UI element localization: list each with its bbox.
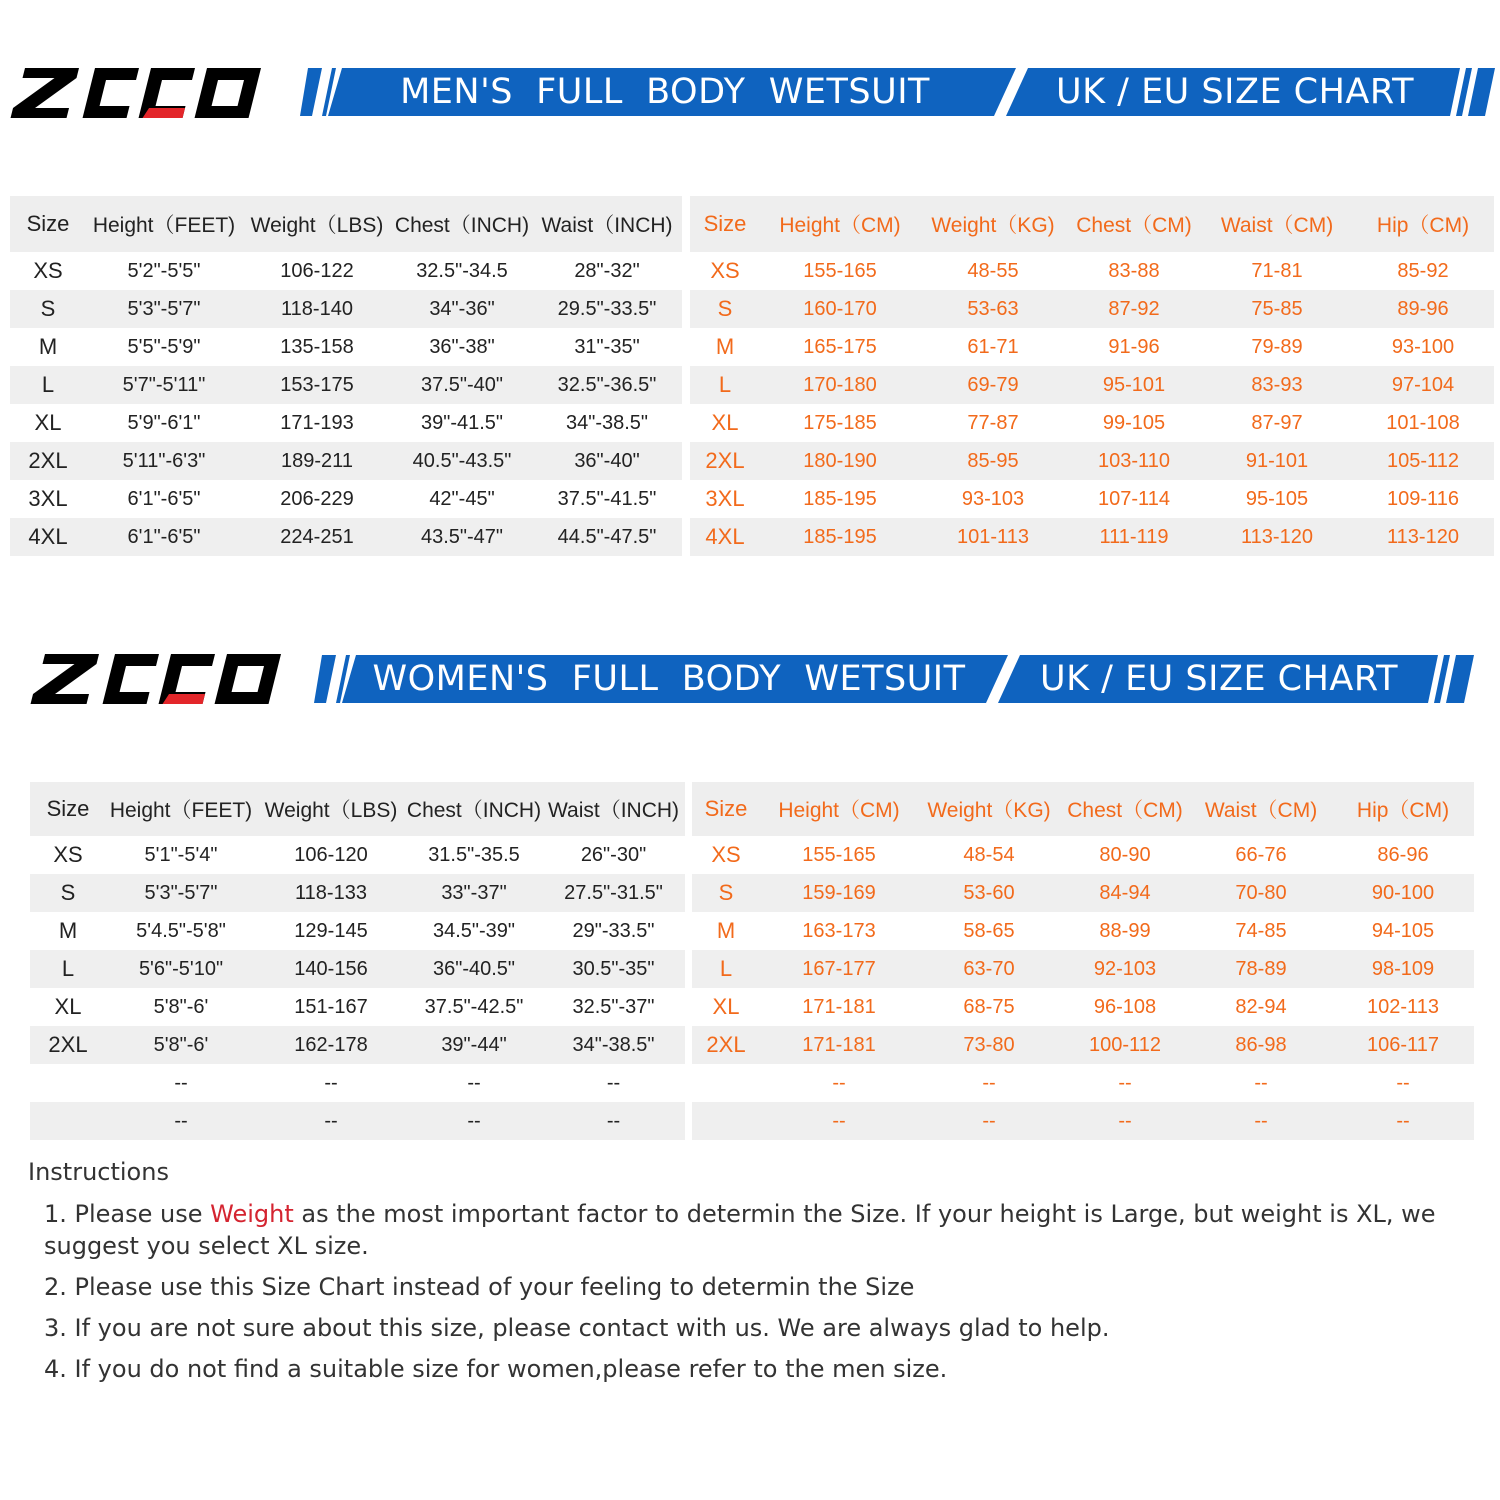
table-cell: --: [1190, 1102, 1332, 1140]
instruction-item-2: 2. Please use this Size Chart instead of your feeling to determin the Size: [44, 1273, 915, 1301]
table-cell: 27.5"-31.5": [542, 874, 685, 912]
table-cell: 6'1"-6'5": [86, 518, 242, 556]
table-cell: 37.5"-40": [392, 366, 532, 404]
table-cell: 189-211: [242, 442, 392, 480]
table-cell: M: [38, 334, 58, 359]
table-cell: 118-133: [256, 874, 406, 912]
table-cell: 36"-38": [429, 335, 495, 358]
instructions-title: Instructions: [28, 1158, 169, 1186]
header-cell: Weight（LBS): [256, 782, 406, 836]
women-section: [0, 590, 1500, 1150]
table-cell: 32.5"-36.5": [532, 366, 682, 404]
header-cell: Size: [10, 196, 86, 252]
table-row: [690, 366, 1494, 404]
table-cell: --: [832, 1071, 846, 1094]
table-cell: 6'1"-6'5": [127, 487, 201, 510]
table-cell: 87-97: [1251, 411, 1303, 434]
table-cell: --: [106, 1102, 256, 1140]
table-cell: 53-60: [918, 874, 1060, 912]
table-row: [30, 1064, 685, 1102]
table-cell: 106-122: [280, 259, 354, 282]
table-cell: 155-165: [802, 843, 876, 866]
table-row: [690, 442, 1494, 480]
table-cell: 70-80: [1190, 874, 1332, 912]
table-cell: 85-92: [1397, 259, 1449, 282]
table-cell: 135-158: [280, 335, 354, 358]
table-cell: 69-79: [920, 366, 1066, 404]
table-cell: 86-98: [1190, 1026, 1332, 1064]
table-cell: --: [1396, 1071, 1410, 1094]
table-cell: --: [982, 1071, 996, 1094]
table-cell: XS: [53, 842, 83, 867]
table-cell: 26"-30": [580, 843, 647, 866]
table-header-row: [690, 196, 1494, 252]
table-cell: 39"-44": [406, 1026, 542, 1064]
table-cell: 94-105: [1371, 919, 1435, 942]
table-cell: 30.5"-35": [542, 950, 685, 988]
table-cell: 95-105: [1245, 487, 1309, 510]
table-cell: --: [1118, 1071, 1132, 1094]
table-cell: --: [542, 1102, 685, 1140]
table-cell: 106-117: [1332, 1026, 1474, 1064]
table-cell: 5'3"-5'7": [86, 290, 242, 328]
table-cell: 88-99: [1099, 919, 1151, 942]
table-cell: 74-85: [1235, 919, 1287, 942]
table-row: [692, 950, 1474, 988]
table-row: [10, 480, 682, 518]
table-cell: 5'4.5"-5'8": [136, 919, 226, 942]
table-cell: 66-76: [1235, 843, 1287, 866]
table-cell: 31.5"-35.5: [428, 843, 520, 866]
table-cell: --: [606, 1071, 621, 1094]
table-cell: 5'1"-5'4": [144, 843, 218, 866]
table-cell: 90-100: [1332, 874, 1474, 912]
table-cell: 37.5"-42.5": [424, 995, 524, 1018]
table-row: [30, 1102, 685, 1140]
table-row: [30, 988, 685, 1026]
table-cell: 82-94: [1235, 995, 1287, 1018]
header-cell: Height（CM): [760, 782, 918, 836]
table-cell: 2XL: [30, 1026, 106, 1064]
table-header-row: [30, 782, 685, 836]
table-row: [690, 328, 1494, 366]
table-cell: 83-88: [1108, 259, 1160, 282]
table-cell: L: [10, 366, 86, 404]
table-cell: 151-167: [294, 995, 368, 1018]
table-cell: 79-89: [1251, 335, 1303, 358]
table-cell: 32.5"-37": [572, 995, 655, 1018]
table-cell: 34"-38.5": [542, 1026, 685, 1064]
table-cell: --: [1060, 1102, 1190, 1140]
table-cell: 3XL: [705, 486, 745, 511]
header-cell: Height（FEET): [106, 782, 256, 836]
table-row: [10, 518, 682, 556]
table-cell: 98-109: [1332, 950, 1474, 988]
women-banner: [314, 655, 1474, 703]
table-cell: 87-92: [1066, 290, 1202, 328]
header-cell: Size: [692, 782, 760, 836]
table-cell: 5'2"-5'5": [127, 259, 201, 282]
table-cell: 71-81: [1251, 259, 1303, 282]
table-cell: 4XL: [690, 518, 760, 556]
table-cell: --: [918, 1102, 1060, 1140]
header-cell: Waist（INCH): [542, 782, 685, 836]
header-cell: Waist（CM): [1202, 196, 1352, 252]
men-banner: [300, 68, 1495, 116]
table-row: [692, 912, 1474, 950]
table-cell: 107-114: [1098, 487, 1170, 510]
table-cell: 93-103: [961, 487, 1025, 510]
men-metric-table: [690, 196, 1494, 556]
header-cell: Height（CM): [760, 196, 920, 252]
table-cell: 113-120: [1202, 518, 1352, 556]
table-cell: 4XL: [10, 518, 86, 556]
table-cell: 106-120: [294, 843, 368, 866]
table-cell: [30, 1064, 106, 1102]
table-cell: --: [1332, 1102, 1474, 1140]
table-cell: 170-180: [760, 366, 920, 404]
table-cell: 92-103: [1060, 950, 1190, 988]
table-cell: 77-87: [967, 411, 1019, 434]
table-row: [690, 518, 1494, 556]
table-cell: XL: [54, 994, 82, 1019]
table-cell: 29.5"-33.5": [532, 290, 682, 328]
table-cell: 206-229: [280, 487, 354, 510]
women-banner-chart-label: UK / EU SIZE CHART: [1039, 659, 1399, 699]
table-cell: 68-75: [963, 995, 1015, 1018]
table-row: [692, 988, 1474, 1026]
table-cell: 100-112: [1060, 1026, 1190, 1064]
table-cell: 101-108: [1386, 411, 1460, 434]
table-cell: 155-165: [803, 259, 877, 282]
table-cell: S: [30, 874, 106, 912]
instructions-block: [28, 1158, 1468, 1394]
table-cell: --: [467, 1071, 481, 1094]
table-cell: 129-145: [294, 919, 368, 942]
table-cell: 180-190: [760, 442, 920, 480]
table-cell: --: [760, 1102, 918, 1140]
table-cell: 162-178: [256, 1026, 406, 1064]
men-imperial-table: [10, 196, 682, 556]
table-cell: 153-175: [242, 366, 392, 404]
table-cell: --: [1254, 1071, 1268, 1094]
table-cell: 118-140: [242, 290, 392, 328]
table-cell: 34"-36": [392, 290, 532, 328]
table-cell: XL: [34, 410, 62, 435]
table-cell: 34"-38.5": [565, 411, 649, 434]
table-cell: 36"-40.5": [406, 950, 542, 988]
brand-logo: [10, 64, 266, 122]
table-header-row: [10, 196, 682, 252]
table-cell: XS: [33, 258, 63, 283]
table-cell: 185-195: [760, 518, 920, 556]
table-cell: 37.5"-41.5": [557, 487, 657, 510]
table-cell: 85-95: [920, 442, 1066, 480]
table-cell: 160-170: [760, 290, 920, 328]
instruction-1-prefix: 1. Please use: [44, 1200, 211, 1228]
table-cell: --: [174, 1071, 188, 1094]
table-row: [10, 442, 682, 480]
instruction-item-3: 3. If you are not sure about this size, please contact with us. We are always glad to help.: [44, 1314, 1110, 1342]
table-cell: 102-113: [1367, 995, 1439, 1018]
table-cell: 43.5"-47": [392, 518, 532, 556]
table-cell: 5'7"-5'11": [86, 366, 242, 404]
table-row: [10, 404, 682, 442]
table-cell: 48-54: [963, 843, 1015, 866]
table-cell: S: [692, 874, 760, 912]
table-cell: 32.5"-34.5: [416, 259, 508, 282]
table-cell: 99-105: [1102, 411, 1166, 434]
table-cell: 103-110: [1066, 442, 1202, 480]
table-cell: 63-70: [918, 950, 1060, 988]
table-row: [690, 252, 1494, 290]
table-cell: 111-119: [1066, 518, 1202, 556]
instruction-item-4: 4. If you do not find a suitable size for women,please refer to the men size.: [44, 1355, 948, 1383]
table-cell: 80-90: [1099, 843, 1151, 866]
table-row: [10, 366, 682, 404]
table-cell: 61-71: [967, 335, 1019, 358]
table-cell: 2XL: [692, 1026, 760, 1064]
header-cell: Chest（CM): [1060, 782, 1190, 836]
table-cell: M: [58, 918, 78, 943]
table-cell: S: [10, 290, 86, 328]
table-cell: 167-177: [760, 950, 918, 988]
table-cell: 2XL: [10, 442, 86, 480]
header-cell: Chest（INCH): [392, 196, 532, 252]
table-row: [30, 912, 685, 950]
table-cell: 28"-32": [574, 259, 640, 282]
table-cell: L: [692, 950, 760, 988]
header-cell: Chest（CM): [1066, 196, 1202, 252]
table-cell: 84-94: [1060, 874, 1190, 912]
table-cell: XS: [710, 258, 740, 283]
table-cell: 39"-41.5": [420, 411, 504, 434]
table-cell: 5'8"-6': [153, 995, 209, 1018]
table-cell: 113-120: [1352, 518, 1494, 556]
table-cell: 185-195: [803, 487, 877, 510]
table-cell: 5'5"-5'9": [127, 335, 201, 358]
table-cell: 5'3"-5'7": [106, 874, 256, 912]
header-cell: Weight（LBS): [242, 196, 392, 252]
table-cell: 44.5"-47.5": [532, 518, 682, 556]
table-cell: 83-93: [1202, 366, 1352, 404]
table-cell: 42"-45": [429, 487, 495, 510]
table-cell: 34.5"-39": [432, 919, 516, 942]
header-cell: Chest（INCH): [406, 782, 542, 836]
header-cell: Waist（CM): [1190, 782, 1332, 836]
table-cell: 171-181: [760, 1026, 918, 1064]
table-cell: 97-104: [1352, 366, 1494, 404]
header-cell: Height（FEET): [86, 196, 242, 252]
table-cell: XS: [711, 842, 741, 867]
header-cell: Size: [30, 782, 106, 836]
table-cell: 93-100: [1391, 335, 1455, 358]
table-row: [30, 836, 685, 874]
table-cell: 140-156: [256, 950, 406, 988]
men-banner-chart-label: UK / EU SIZE CHART: [1055, 72, 1415, 112]
instruction-item-1: [44, 1198, 1468, 1262]
table-cell: L: [30, 950, 106, 988]
table-cell: 105-112: [1352, 442, 1494, 480]
instruction-1-suffix: as the most important factor to determin the Size. If your height is Large, but weight is XL, we suggest you select XL size.: [44, 1200, 1436, 1260]
table-row: [692, 836, 1474, 874]
table-row: [690, 480, 1494, 518]
table-cell: 165-175: [803, 335, 877, 358]
women-imperial-table: [30, 782, 685, 1140]
table-cell: XL: [712, 994, 740, 1019]
table-cell: 40.5"-43.5": [392, 442, 532, 480]
table-cell: 53-63: [920, 290, 1066, 328]
table-cell: 91-101: [1202, 442, 1352, 480]
table-cell: --: [256, 1102, 406, 1140]
header-cell: Hip（CM): [1332, 782, 1474, 836]
women-metric-table: [692, 782, 1474, 1140]
table-cell: 224-251: [242, 518, 392, 556]
men-section: [0, 0, 1500, 580]
table-cell: 159-169: [760, 874, 918, 912]
table-cell: 31"-35": [574, 335, 640, 358]
table-cell: --: [324, 1071, 338, 1094]
table-cell: 95-101: [1066, 366, 1202, 404]
table-cell: 91-96: [1108, 335, 1160, 358]
table-row: [30, 950, 685, 988]
table-row: [10, 328, 682, 366]
table-cell: M: [716, 918, 736, 943]
table-cell: 171-193: [280, 411, 354, 434]
women-banner-title: WOMEN'S FULL BODY WETSUIT: [372, 659, 966, 699]
table-cell: M: [715, 334, 735, 359]
table-cell: S: [690, 290, 760, 328]
table-cell: 36"-40": [532, 442, 682, 480]
table-cell: 5'11"-6'3": [86, 442, 242, 480]
table-cell: XL: [711, 410, 739, 435]
table-cell: 3XL: [28, 486, 68, 511]
table-cell: 163-173: [802, 919, 876, 942]
table-row: [30, 874, 685, 912]
header-cell: Waist（INCH): [532, 196, 682, 252]
brand-logo: [30, 650, 286, 708]
table-cell: 101-113: [920, 518, 1066, 556]
table-cell: 109-116: [1387, 487, 1459, 510]
table-cell: 5'8"-6': [106, 1026, 256, 1064]
table-cell: 5'6"-5'10": [106, 950, 256, 988]
table-row: [692, 1064, 1474, 1102]
table-row: [10, 290, 682, 328]
table-cell: --: [406, 1102, 542, 1140]
table-row: [692, 1026, 1474, 1064]
table-header-row: [692, 782, 1474, 836]
table-cell: 48-55: [967, 259, 1019, 282]
instruction-1-highlight: Weight: [210, 1200, 294, 1228]
table-cell: [692, 1102, 760, 1140]
header-cell: Weight（KG): [918, 782, 1060, 836]
table-cell: 33"-37": [406, 874, 542, 912]
header-cell: Size: [690, 196, 760, 252]
table-row: [690, 290, 1494, 328]
table-cell: 58-65: [963, 919, 1015, 942]
header-cell: Weight（KG): [920, 196, 1066, 252]
table-cell: 96-108: [1093, 995, 1157, 1018]
table-cell: 171-181: [802, 995, 876, 1018]
men-banner-title: MEN'S FULL BODY WETSUIT: [400, 72, 930, 112]
table-cell: 29"-33.5": [572, 919, 655, 942]
table-row: [10, 252, 682, 290]
header-cell: Hip（CM): [1352, 196, 1494, 252]
table-cell: 75-85: [1202, 290, 1352, 328]
table-cell: [692, 1064, 760, 1102]
table-cell: 78-89: [1190, 950, 1332, 988]
table-row: [690, 404, 1494, 442]
table-cell: 5'9"-6'1": [127, 411, 201, 434]
table-cell: 89-96: [1352, 290, 1494, 328]
table-row: [692, 1102, 1474, 1140]
table-cell: 2XL: [690, 442, 760, 480]
table-row: [30, 1026, 685, 1064]
table-cell: [30, 1102, 106, 1140]
table-cell: 73-80: [918, 1026, 1060, 1064]
table-row: [692, 874, 1474, 912]
table-cell: L: [690, 366, 760, 404]
table-cell: 175-185: [803, 411, 877, 434]
table-cell: 86-96: [1377, 843, 1429, 866]
